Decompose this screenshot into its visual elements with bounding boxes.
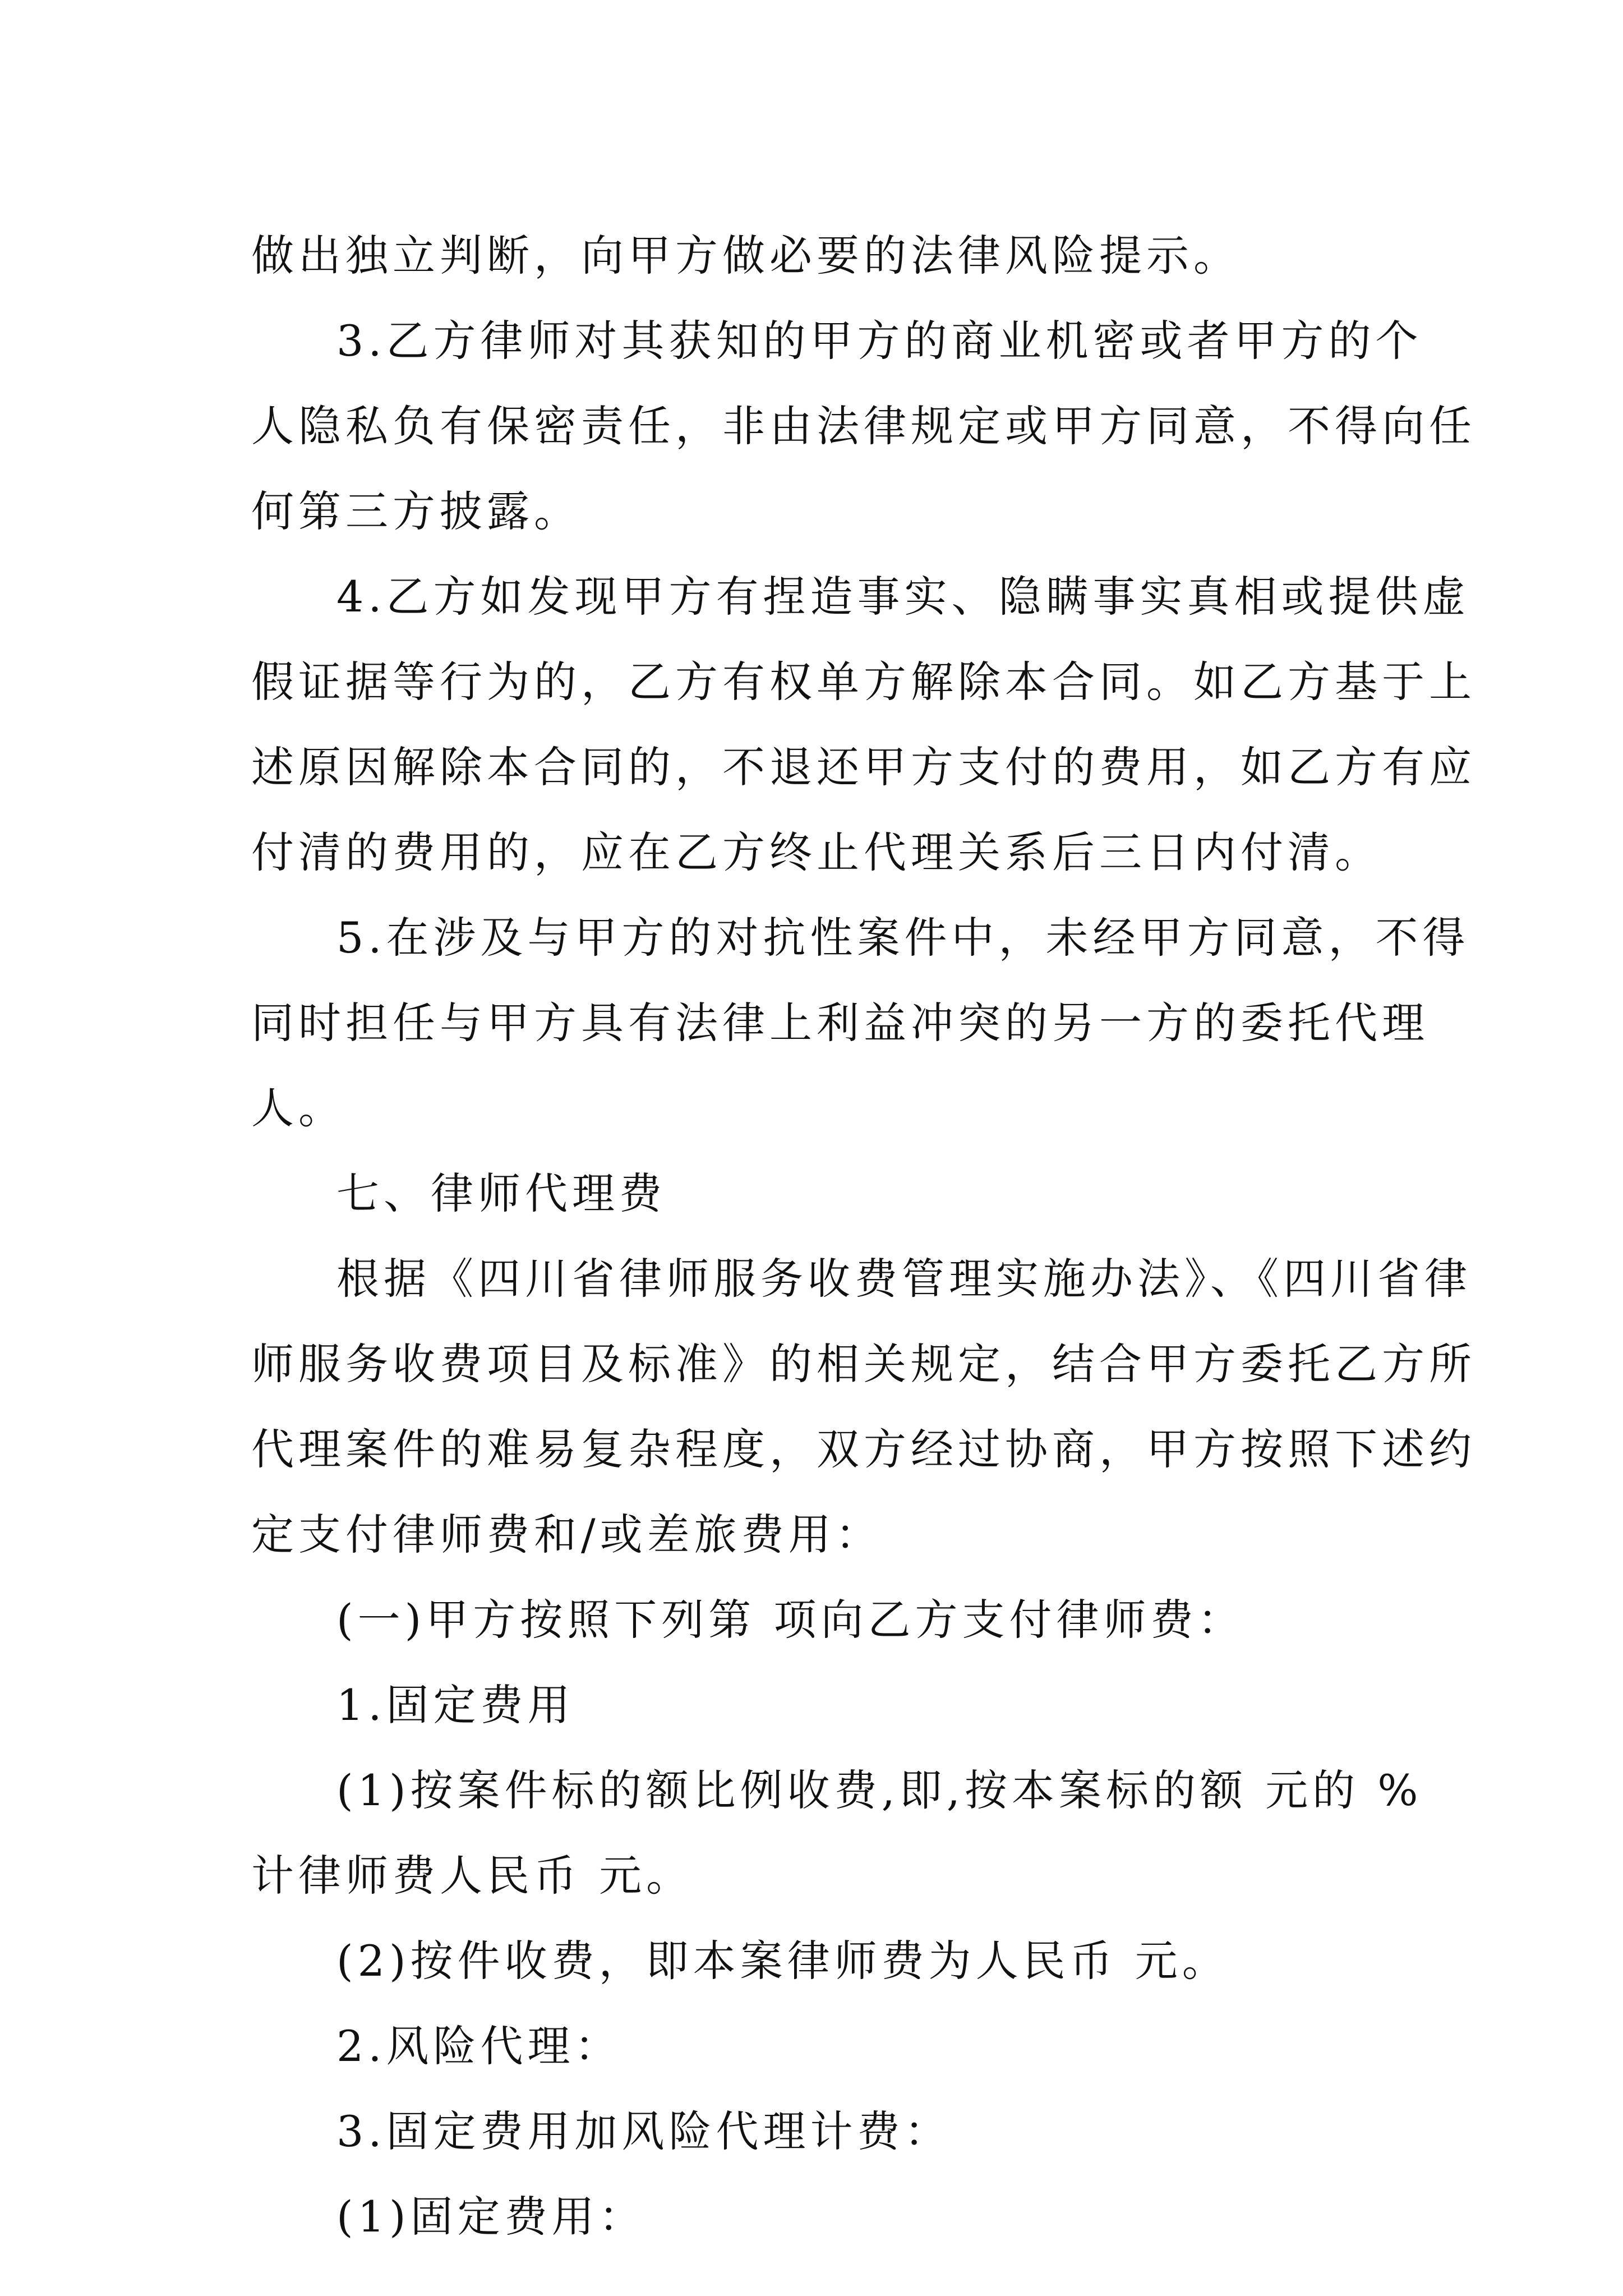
text-line: (1)按案件标的额比例收费,即,按本案标的额 元的 %	[336, 1765, 1423, 1815]
text-line: 做出独立判断，向甲方做必要的法律风险提示。	[251, 231, 1241, 280]
text-line: 定支付律师费和/或差旅费用：	[251, 1510, 883, 1559]
text-line: (1)固定费用：	[336, 2192, 646, 2242]
section-heading: 七、律师代理费	[336, 1168, 666, 1218]
text-line: 3.固定费用加风险代理计费：	[336, 2106, 952, 2156]
text-line: 假证据等行为的，乙方有权单方解除本合同。如乙方基于上	[251, 657, 1476, 707]
text-line: 人隐私负有保密责任，非由法律规定或甲方同意，不得向任	[251, 401, 1476, 451]
text-line: 4.乙方如发现甲方有捏造事实、隐瞒事实真相或提供虚	[336, 572, 1470, 622]
text-line: 同时担任与甲方具有法律上利益冲突的另一方的委托代理	[251, 998, 1429, 1048]
text-line: 根据《四川省律师服务收费管理实施办法》、《四川省律	[336, 1254, 1472, 1304]
text-line: 2.风险代理：	[336, 2021, 622, 2071]
text-line: 计律师费人民币 元。	[251, 1851, 694, 1901]
text-line: 代理案件的难易复杂程度，双方经过协商，甲方按照下述约	[251, 1424, 1476, 1474]
text-line: 师服务收费项目及标准》的相关规定，结合甲方委托乙方所	[251, 1339, 1476, 1389]
text-line: 何第三方披露。	[251, 486, 581, 536]
text-line: (2)按件收费，即本案律师费为人民币 元。	[336, 1936, 1229, 1986]
text-line: 付清的费用的，应在乙方终止代理关系后三日内付清。	[251, 827, 1382, 877]
text-line: 人。	[251, 1083, 345, 1133]
text-line: 1.固定费用	[336, 1680, 575, 1730]
document-body	[251, 213, 1476, 2260]
text-line: 3.乙方律师对其获知的甲方的商业机密或者甲方的个	[336, 316, 1423, 366]
text-line: 述原因解除本合同的，不退还甲方支付的费用，如乙方有应	[251, 742, 1476, 792]
text-line: 5.在涉及与甲方的对抗性案件中，未经甲方同意，不得	[336, 913, 1470, 963]
text-line: (一)甲方按照下列第 项向乙方支付律师费：	[336, 1595, 1245, 1645]
